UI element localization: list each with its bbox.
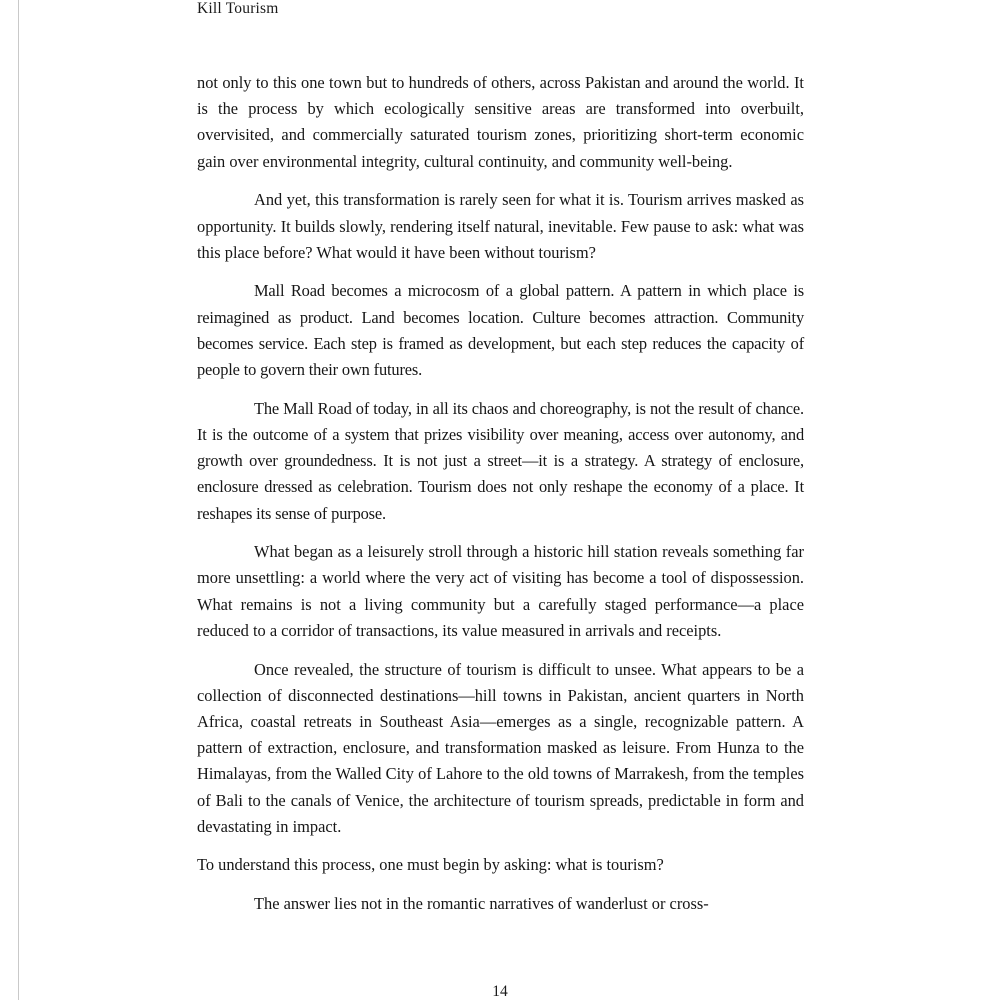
paragraph: And yet, this transformation is rarely seen for what it is. Tourism arrives masked as opportunity. It builds slowly, rendering itself natural, inevitable. Few pause to ask: what was this place before? What would it have been without tourism?: [197, 190, 804, 262]
paragraph: The answer lies not in the romantic narratives of wanderlust or cross-: [254, 894, 709, 914]
paragraph: not only to this one town but to hundreds of others, across Pakistan and around the world. It is the process by which ecologically sensitive areas are transformed into overbuilt, overvisited, and commercially saturated tourism zones, prioritizing short-term economic gain over environmental integrity, cultural continuity, and community well-being.: [197, 73, 804, 171]
paragraph: What began as a leisurely stroll through a historic hill station reveals something far more unsettling: a world where the very act of visiting has become a tool of dispossession. What remains is not a living community but a carefully staged performance—a place reduced to a corridor of transactions, its value measured in arrivals and receipts.: [197, 542, 804, 640]
paragraph: Mall Road becomes a microcosm of a global pattern. A pattern in which place is reimagined as product. Land becomes location. Culture becomes attraction. Community becomes service. Each step is framed as development, but each step reduces the capacity of people to govern their own futures.: [197, 281, 804, 380]
paragraph: The Mall Road of today, in all its chaos and choreography, is not the result of chance. It is the outcome of a system that prizes visibility over meaning, access over autonomy, and growth over groundedness. It is not just a street—it is a strategy. A strategy of enclosure, enclosure dressed as celebration. Tourism does not only reshape the economy of a place. It reshapes its sense of purpose.: [197, 398, 804, 523]
paragraph: To understand this process, one must begin by asking: what is tourism?: [197, 855, 664, 875]
paragraph: Once revealed, the structure of tourism is difficult to unsee. What appears to be a collection of disconnected destinations—hill towns in Pakistan, ancient quarters in North Africa, coastal retreats in Southeast Asia—emerges as a single, recognizable pattern. A pattern of extraction, enclosure, and transformation masked as leisure. From Hunza to the Himalayas, from the Walled City of Lahore to the old towns of Marrakesh, from the temples of Bali to the canals of Venice, the architecture of tourism spreads, predictable in form and devastating in impact.: [197, 659, 804, 836]
page-edge-rule: [18, 0, 19, 1000]
running-head: Kill Tourism: [197, 0, 279, 17]
page-number: 14: [492, 983, 508, 1000]
body-text-column: [197, 70, 804, 917]
